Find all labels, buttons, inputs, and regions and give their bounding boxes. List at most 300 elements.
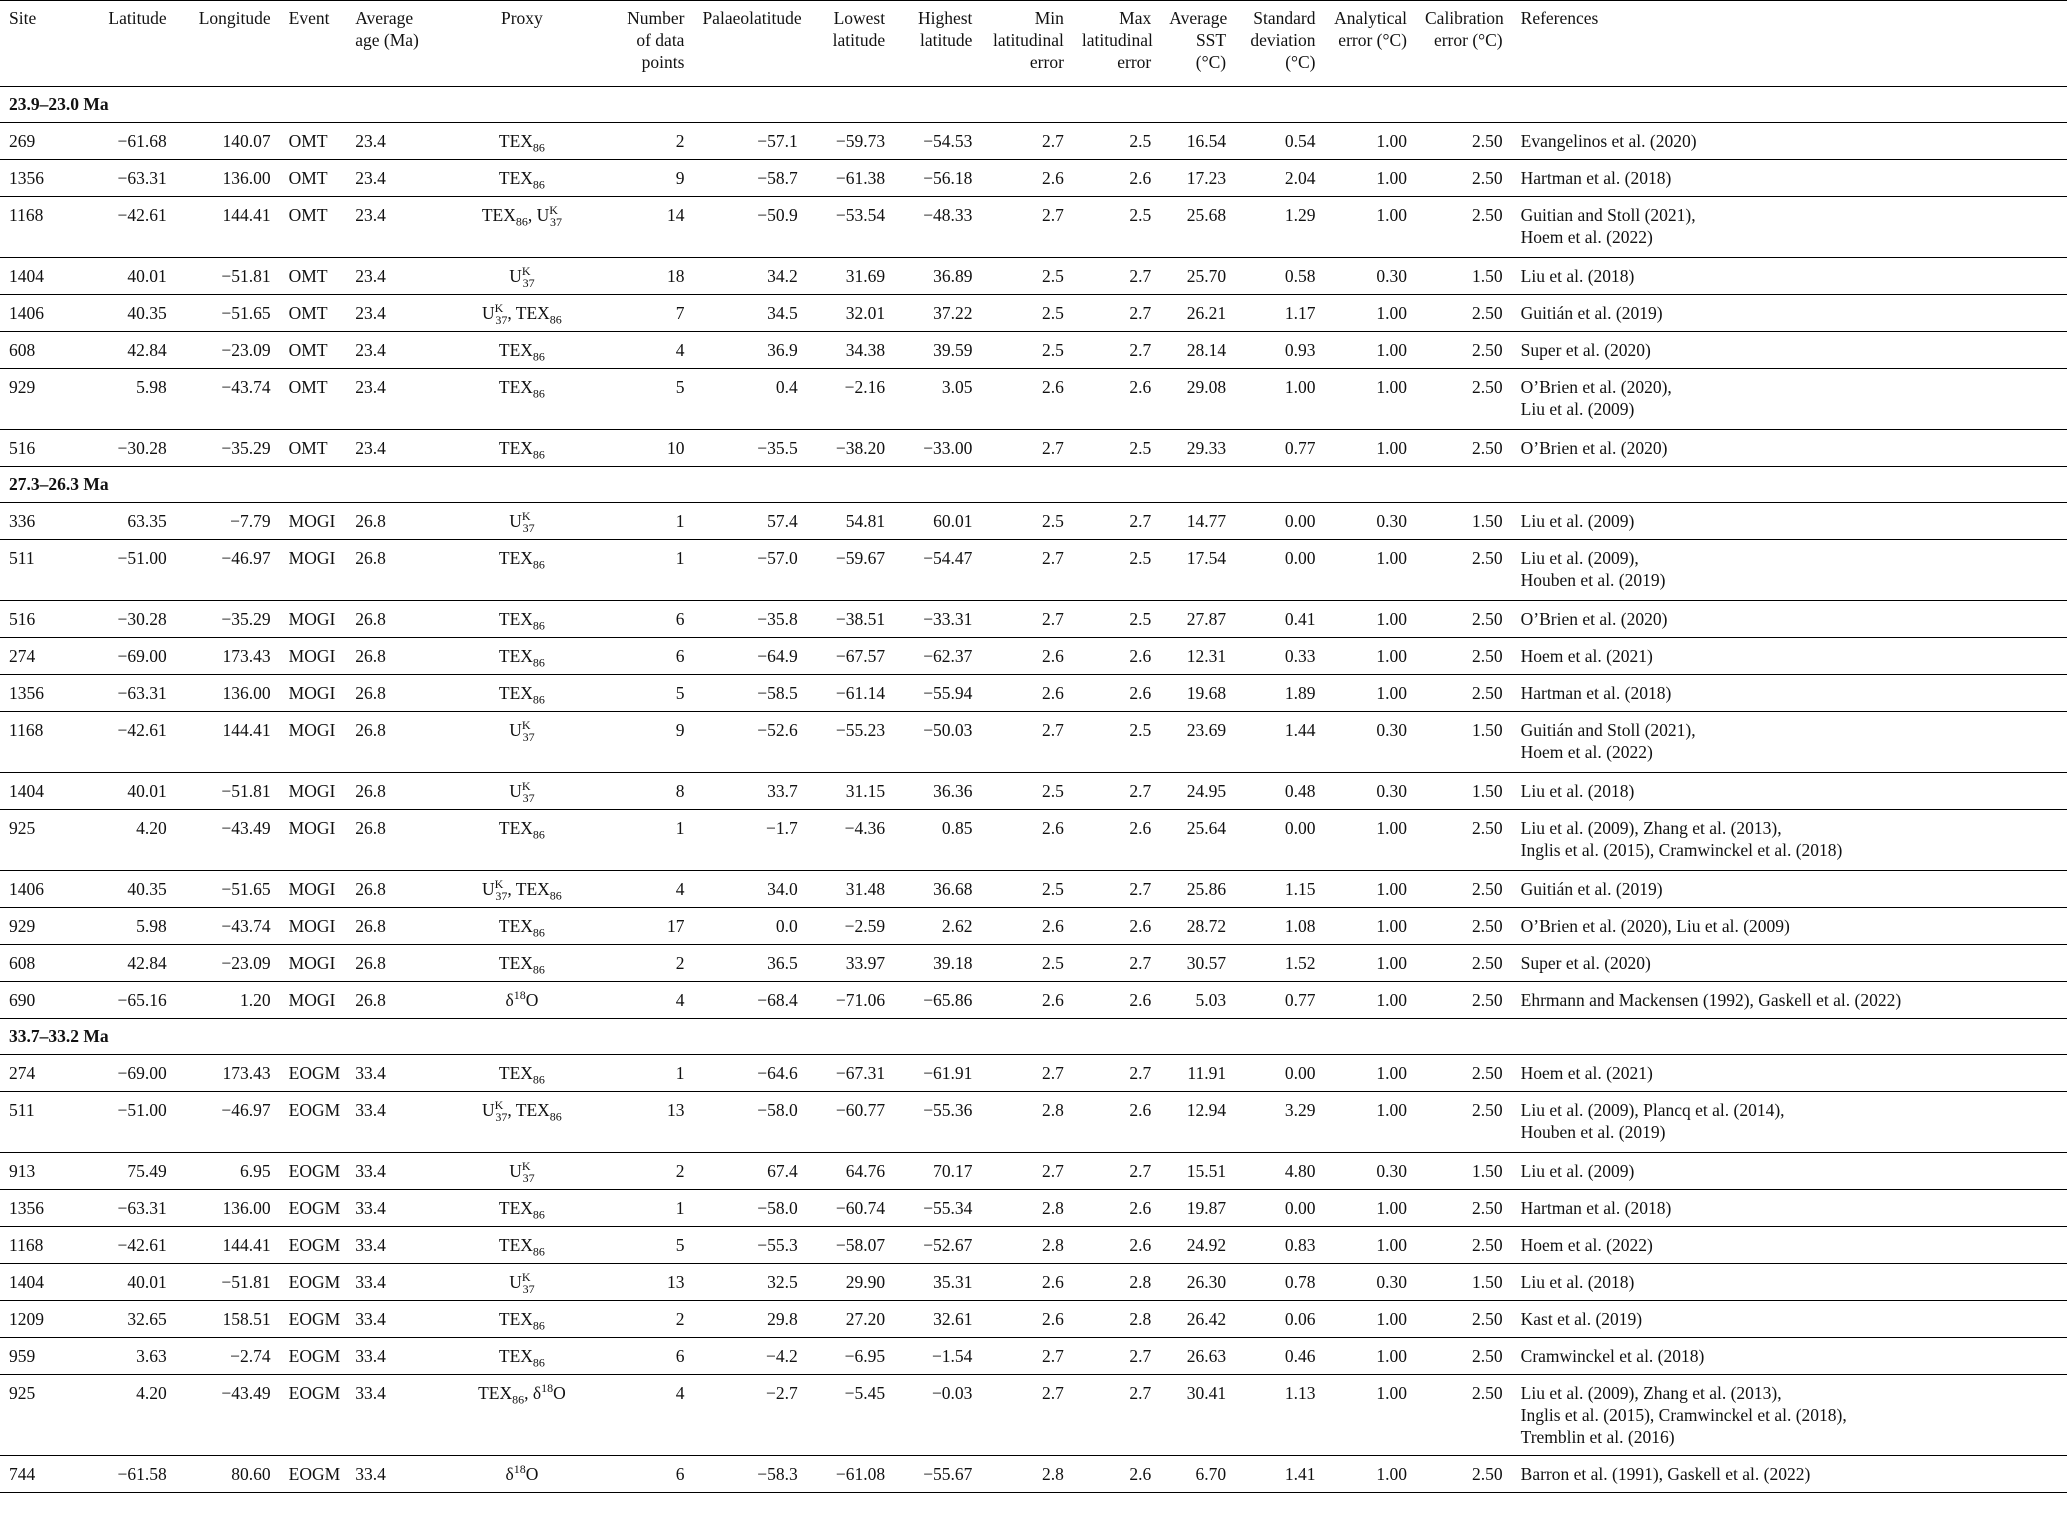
cell-sd: 0.06 <box>1284 1309 1316 1329</box>
cell-cal: 2.50 <box>1472 548 1503 568</box>
cell-sd: 0.41 <box>1284 609 1316 629</box>
cell-age: 33.4 <box>355 1309 386 1329</box>
cell-sd: 1.15 <box>1284 879 1316 899</box>
cell-high: 36.68 <box>933 879 973 899</box>
cell-site: 1168 <box>9 720 44 740</box>
cell-references <box>1512 601 2067 638</box>
cell-sst: 26.42 <box>1186 1309 1227 1329</box>
reference-line: Liu et al. (2009) <box>1520 511 1635 531</box>
cell-cal: 2.50 <box>1472 1309 1503 1329</box>
cell-sd: 1.29 <box>1284 205 1316 225</box>
cell-high: 39.18 <box>933 953 973 973</box>
table-row <box>0 945 2067 982</box>
cell-age: 26.8 <box>355 511 386 531</box>
cell-anal: 1.00 <box>1376 303 1407 323</box>
cell-maxerr: 2.8 <box>1129 1309 1152 1329</box>
cell-proxy: $U^K_{37}$ <box>509 264 535 290</box>
table-row <box>0 1153 2067 1190</box>
cell-high: −55.34 <box>923 1198 973 1218</box>
cell-lat: −42.61 <box>117 720 167 740</box>
cell-site: 511 <box>9 1100 35 1120</box>
cell-palaeolat: −57.0 <box>757 548 798 568</box>
section-header-row <box>0 467 2067 503</box>
cell-maxerr: 2.5 <box>1129 720 1152 740</box>
reference-line: O’Brien et al. (2020) <box>1520 438 1668 458</box>
cell-sd: 0.48 <box>1284 781 1316 801</box>
cell-lon: −23.09 <box>221 953 271 973</box>
cell-lat: −63.31 <box>117 683 167 703</box>
cell-site: 1406 <box>9 879 44 899</box>
cell-lat: 40.01 <box>127 1272 167 1292</box>
cell-n: 13 <box>666 1100 685 1120</box>
cell-event: MOGI <box>288 953 336 973</box>
cell-age: 23.4 <box>355 438 386 458</box>
cell-sd: 0.00 <box>1284 511 1316 531</box>
cell-low: −71.06 <box>835 990 886 1010</box>
cell-cal: 1.50 <box>1472 1161 1503 1181</box>
reference-line: Guitián and Stoll (2021), <box>1520 720 1696 740</box>
cell-sst: 30.57 <box>1186 953 1227 973</box>
cell-site: 1406 <box>9 303 44 323</box>
cell-low: −60.77 <box>835 1100 886 1120</box>
cell-lat: −69.00 <box>117 646 167 666</box>
cell-cal: 1.50 <box>1472 781 1503 801</box>
cell-palaeolat: −58.5 <box>757 683 798 703</box>
cell-low: −5.45 <box>844 1383 886 1403</box>
cell-proxy: $TEX_{86}$ <box>498 953 545 977</box>
cell-event: MOGI <box>288 511 336 531</box>
cell-maxerr: 2.5 <box>1129 438 1152 458</box>
cell-site: 269 <box>9 131 36 151</box>
cell-cal: 1.50 <box>1472 1272 1503 1292</box>
cell-site: 925 <box>9 1383 36 1403</box>
cell-event: EOGM <box>288 1100 341 1120</box>
cell-proxy: $U^K_{37}$ <box>509 718 535 744</box>
cell-site: 1404 <box>9 781 44 801</box>
cell-palaeolat: 34.5 <box>767 303 798 323</box>
cell-sd: 1.44 <box>1284 720 1316 740</box>
cell-anal: 1.00 <box>1376 879 1407 899</box>
cell-lon: 158.51 <box>222 1309 271 1329</box>
cell-lat: −30.28 <box>117 438 167 458</box>
cell-proxy: $U^K_{37}$, $TEX_{86}$ <box>482 1098 562 1124</box>
cell-references <box>1512 1264 2067 1301</box>
cell-age: 26.8 <box>355 720 386 740</box>
cell-site: 744 <box>9 1464 36 1484</box>
cell-lat: −63.31 <box>117 1198 167 1218</box>
cell-event: MOGI <box>288 609 336 629</box>
cell-sd: 0.00 <box>1284 548 1316 568</box>
cell-lon: 140.07 <box>222 131 271 151</box>
cell-minerr: 2.7 <box>1042 1161 1064 1181</box>
cell-age: 33.4 <box>355 1161 386 1181</box>
cell-lat: −63.31 <box>117 168 167 188</box>
cell-lat: 40.01 <box>127 781 167 801</box>
cell-lon: 136.00 <box>222 168 271 188</box>
col-header-event: Event <box>288 8 330 28</box>
cell-proxy: $U^K_{37}$ <box>509 779 535 805</box>
cell-palaeolat: 0.4 <box>775 377 798 397</box>
cell-lon: 144.41 <box>222 720 271 740</box>
reference-line: Houben et al. (2019) <box>1520 570 1666 590</box>
cell-palaeolat: −50.9 <box>757 205 798 225</box>
cell-low: −61.38 <box>835 168 886 188</box>
cell-sd: 1.13 <box>1284 1383 1316 1403</box>
cell-lon: 1.20 <box>240 990 271 1010</box>
cell-age: 33.4 <box>355 1383 386 1403</box>
cell-palaeolat: −2.7 <box>766 1383 798 1403</box>
cell-lat: 40.01 <box>127 266 167 286</box>
cell-maxerr: 2.6 <box>1129 818 1152 838</box>
cell-sst: 24.92 <box>1186 1235 1227 1255</box>
cell-high: −48.33 <box>923 205 973 225</box>
section-header-row <box>0 87 2067 123</box>
cell-event: MOGI <box>288 781 336 801</box>
cell-sst: 26.21 <box>1186 303 1227 323</box>
cell-event: MOGI <box>288 683 336 703</box>
cell-lon: −35.29 <box>221 609 271 629</box>
cell-maxerr: 2.7 <box>1129 340 1152 360</box>
cell-low: −4.36 <box>844 818 886 838</box>
cell-high: −56.18 <box>923 168 973 188</box>
cell-lat: 4.20 <box>136 818 167 838</box>
cell-palaeolat: −64.9 <box>757 646 798 666</box>
cell-age: 23.4 <box>355 168 386 188</box>
cell-references <box>1512 258 2067 295</box>
cell-palaeolat: −35.8 <box>757 609 798 629</box>
cell-sst: 26.30 <box>1186 1272 1227 1292</box>
cell-proxy: $TEX_{86}$ <box>498 548 545 572</box>
reference-line: Tremblin et al. (2016) <box>1520 1427 1675 1447</box>
cell-maxerr: 2.6 <box>1129 377 1152 397</box>
cell-event: MOGI <box>288 720 336 740</box>
table-row <box>0 332 2067 369</box>
cell-minerr: 2.5 <box>1042 879 1064 899</box>
cell-low: 33.97 <box>845 953 886 973</box>
cell-event: OMT <box>288 168 328 188</box>
cell-references <box>1512 1092 2067 1153</box>
table-row <box>0 1375 2067 1456</box>
reference-line: Hoem et al. (2021) <box>1520 646 1653 666</box>
cell-palaeolat: 36.9 <box>767 340 798 360</box>
cell-sst: 17.23 <box>1186 168 1227 188</box>
cell-lon: −43.74 <box>221 916 271 936</box>
cell-palaeolat: −4.2 <box>766 1346 798 1366</box>
cell-minerr: 2.8 <box>1042 1464 1064 1484</box>
reference-line: Liu et al. (2009), Zhang et al. (2013), <box>1520 818 1782 838</box>
cell-references <box>1512 1055 2067 1092</box>
cell-age: 23.4 <box>355 266 386 286</box>
reference-line: Liu et al. (2009), Plancq et al. (2014), <box>1520 1100 1785 1120</box>
col-header-calibration-error: Calibration error (°C) <box>1425 8 1504 50</box>
cell-low: 31.69 <box>845 266 886 286</box>
cell-sst: 23.69 <box>1186 720 1227 740</box>
cell-n: 4 <box>675 340 685 360</box>
cell-sst: 25.68 <box>1186 205 1227 225</box>
cell-site: 608 <box>9 340 36 360</box>
col-header-lowest-latitude: Lowest latitude <box>832 8 886 50</box>
cell-high: 32.61 <box>933 1309 973 1329</box>
cell-site: 274 <box>9 1063 36 1083</box>
cell-lon: −2.74 <box>230 1346 271 1366</box>
cell-high: 39.59 <box>933 340 973 360</box>
cell-minerr: 2.7 <box>1042 548 1064 568</box>
cell-event: EOGM <box>288 1198 341 1218</box>
cell-n: 6 <box>675 1464 685 1484</box>
reference-line: Hoem et al. (2022) <box>1520 227 1653 247</box>
reference-line: Liu et al. (2009) <box>1520 399 1635 419</box>
cell-site: 1404 <box>9 1272 44 1292</box>
cell-anal: 1.00 <box>1376 205 1407 225</box>
cell-n: 9 <box>675 720 685 740</box>
cell-sst: 19.68 <box>1186 683 1227 703</box>
cell-sd: 0.77 <box>1284 990 1316 1010</box>
cell-site: 336 <box>9 511 36 531</box>
cell-age: 33.4 <box>355 1272 386 1292</box>
cell-sst: 19.87 <box>1186 1198 1227 1218</box>
cell-sd: 0.33 <box>1284 646 1316 666</box>
cell-references <box>1512 503 2067 540</box>
cell-lat: 75.49 <box>127 1161 167 1181</box>
cell-palaeolat: −58.0 <box>757 1198 798 1218</box>
cell-references <box>1512 430 2067 467</box>
cell-high: 70.17 <box>933 1161 973 1181</box>
cell-lat: −69.00 <box>117 1063 167 1083</box>
cell-low: 27.20 <box>845 1309 886 1329</box>
cell-anal: 1.00 <box>1376 1309 1407 1329</box>
cell-palaeolat: 57.4 <box>767 511 798 531</box>
cell-proxy: $TEX_{86}$ <box>498 683 545 707</box>
cell-sd: 0.46 <box>1284 1346 1316 1366</box>
cell-anal: 0.30 <box>1376 511 1407 531</box>
cell-age: 23.4 <box>355 340 386 360</box>
reference-line: Liu et al. (2018) <box>1520 1272 1635 1292</box>
col-header-max-lat-error: Max latitudinal error <box>1081 8 1153 72</box>
reference-line: Guitian and Stoll (2021), <box>1520 205 1696 225</box>
cell-sst: 25.64 <box>1186 818 1227 838</box>
cell-minerr: 2.7 <box>1042 609 1064 629</box>
cell-references <box>1512 773 2067 810</box>
cell-low: −60.74 <box>835 1198 886 1218</box>
cell-age: 26.8 <box>355 916 386 936</box>
cell-sst: 12.31 <box>1186 646 1227 666</box>
col-header-number-of-points: Number of data points <box>627 8 685 72</box>
cell-lat: 42.84 <box>127 953 167 973</box>
cell-sst: 11.91 <box>1187 1063 1227 1083</box>
cell-maxerr: 2.7 <box>1129 1161 1152 1181</box>
cell-sd: 1.08 <box>1284 916 1316 936</box>
cell-cal: 2.50 <box>1472 1383 1503 1403</box>
col-header-longitude: Longitude <box>198 8 271 28</box>
cell-lon: −35.29 <box>221 438 271 458</box>
cell-n: 2 <box>675 953 685 973</box>
table-row <box>0 1264 2067 1301</box>
cell-low: −67.57 <box>835 646 886 666</box>
cell-anal: 1.00 <box>1376 1464 1407 1484</box>
reference-line: Inglis et al. (2015), Cramwinckel et al. (2018), <box>1520 1405 1847 1425</box>
cell-maxerr: 2.5 <box>1129 548 1152 568</box>
cell-high: −62.37 <box>923 646 973 666</box>
cell-palaeolat: −58.3 <box>757 1464 798 1484</box>
cell-minerr: 2.7 <box>1042 1063 1064 1083</box>
cell-event: EOGM <box>288 1464 341 1484</box>
cell-maxerr: 2.7 <box>1129 1346 1152 1366</box>
cell-references <box>1512 197 2067 258</box>
table-row <box>0 123 2067 160</box>
table-body <box>0 87 2067 1493</box>
cell-low: −61.14 <box>835 683 886 703</box>
cell-anal: 0.30 <box>1376 266 1407 286</box>
cell-minerr: 2.5 <box>1042 511 1064 531</box>
cell-site: 274 <box>9 646 36 666</box>
table-row <box>0 1456 2067 1493</box>
table-row <box>0 675 2067 712</box>
cell-n: 6 <box>675 646 685 666</box>
cell-event: EOGM <box>288 1235 341 1255</box>
cell-high: −61.91 <box>923 1063 973 1083</box>
cell-age: 26.8 <box>355 683 386 703</box>
cell-proxy: $TEX_{86}$, $\delta^{18}O$ <box>478 1381 566 1407</box>
cell-low: 54.81 <box>845 511 886 531</box>
table-row <box>0 295 2067 332</box>
cell-palaeolat: −57.1 <box>757 131 798 151</box>
cell-sd: 0.83 <box>1284 1235 1316 1255</box>
reference-line: O’Brien et al. (2020) <box>1520 609 1668 629</box>
cell-references <box>1512 982 2067 1019</box>
cell-cal: 2.50 <box>1472 879 1503 899</box>
cell-references <box>1512 332 2067 369</box>
table-row <box>0 540 2067 601</box>
cell-age: 26.8 <box>355 953 386 973</box>
cell-site: 925 <box>9 818 36 838</box>
cell-sd: 1.89 <box>1284 683 1316 703</box>
cell-proxy: $U^K_{37}$, $TEX_{86}$ <box>482 877 562 903</box>
cell-high: −55.94 <box>923 683 973 703</box>
cell-lon: −51.81 <box>221 266 271 286</box>
cell-n: 14 <box>666 205 685 225</box>
cell-n: 4 <box>675 990 685 1010</box>
cell-lat: 63.35 <box>127 511 167 531</box>
cell-lon: −7.79 <box>230 511 271 531</box>
cell-references <box>1512 1456 2067 1493</box>
cell-sst: 27.87 <box>1186 609 1227 629</box>
cell-minerr: 2.5 <box>1042 266 1064 286</box>
cell-maxerr: 2.6 <box>1129 168 1152 188</box>
cell-maxerr: 2.6 <box>1129 646 1152 666</box>
cell-cal: 2.50 <box>1472 683 1503 703</box>
cell-site: 1209 <box>9 1309 44 1329</box>
cell-cal: 1.50 <box>1472 720 1503 740</box>
cell-event: OMT <box>288 340 328 360</box>
cell-anal: 1.00 <box>1376 916 1407 936</box>
cell-minerr: 2.6 <box>1042 646 1064 666</box>
cell-site: 690 <box>9 990 36 1010</box>
cell-event: OMT <box>288 303 328 323</box>
cell-low: −38.51 <box>835 609 886 629</box>
reference-line: Liu et al. (2018) <box>1520 781 1635 801</box>
cell-cal: 2.50 <box>1472 990 1503 1010</box>
cell-low: 34.38 <box>845 340 886 360</box>
cell-cal: 2.50 <box>1472 131 1503 151</box>
cell-minerr: 2.6 <box>1042 168 1064 188</box>
cell-high: −0.03 <box>931 1383 973 1403</box>
cell-site: 1404 <box>9 266 44 286</box>
col-header-analytical-error: Analytical error (°C) <box>1334 8 1407 50</box>
cell-minerr: 2.6 <box>1042 1309 1064 1329</box>
cell-minerr: 2.8 <box>1042 1100 1064 1120</box>
cell-event: MOGI <box>288 818 336 838</box>
cell-high: 60.01 <box>933 511 973 531</box>
cell-site: 1356 <box>9 168 44 188</box>
cell-anal: 1.00 <box>1376 548 1407 568</box>
cell-lon: −43.49 <box>221 818 271 838</box>
cell-lon: −23.09 <box>221 340 271 360</box>
cell-sd: 0.00 <box>1284 1198 1316 1218</box>
cell-maxerr: 2.7 <box>1129 1383 1152 1403</box>
cell-anal: 1.00 <box>1376 168 1407 188</box>
cell-sst: 12.94 <box>1186 1100 1227 1120</box>
cell-n: 9 <box>675 168 685 188</box>
cell-event: EOGM <box>288 1161 341 1181</box>
cell-lat: 40.35 <box>127 303 167 323</box>
cell-anal: 1.00 <box>1376 818 1407 838</box>
cell-age: 33.4 <box>355 1198 386 1218</box>
cell-cal: 2.50 <box>1472 438 1503 458</box>
cell-references <box>1512 810 2067 871</box>
cell-sd: 0.58 <box>1284 266 1316 286</box>
cell-lat: −61.68 <box>117 131 167 151</box>
cell-proxy: $TEX_{86}$ <box>498 1309 545 1333</box>
cell-maxerr: 2.8 <box>1129 1272 1152 1292</box>
cell-event: EOGM <box>288 1383 341 1403</box>
cell-n: 4 <box>675 1383 685 1403</box>
cell-palaeolat: 33.7 <box>767 781 798 801</box>
cell-minerr: 2.6 <box>1042 990 1064 1010</box>
table-row <box>0 871 2067 908</box>
cell-proxy: $U^K_{37}$ <box>509 509 535 535</box>
reference-line: Liu et al. (2018) <box>1520 266 1635 286</box>
cell-minerr: 2.6 <box>1042 916 1064 936</box>
cell-minerr: 2.5 <box>1042 340 1064 360</box>
cell-site: 929 <box>9 916 36 936</box>
cell-site: 1168 <box>9 1235 44 1255</box>
cell-n: 2 <box>675 1161 685 1181</box>
cell-age: 33.4 <box>355 1235 386 1255</box>
cell-age: 23.4 <box>355 377 386 397</box>
cell-palaeolat: 32.5 <box>767 1272 798 1292</box>
cell-anal: 0.30 <box>1376 781 1407 801</box>
cell-age: 26.8 <box>355 548 386 568</box>
reference-line: Kast et al. (2019) <box>1520 1309 1643 1329</box>
cell-cal: 1.50 <box>1472 266 1503 286</box>
cell-age: 26.8 <box>355 879 386 899</box>
cell-minerr: 2.7 <box>1042 1346 1064 1366</box>
cell-sst: 6.70 <box>1195 1464 1227 1484</box>
cell-proxy: $U^K_{37}$ <box>509 1270 535 1296</box>
cell-references <box>1512 871 2067 908</box>
cell-n: 5 <box>675 377 685 397</box>
cell-cal: 2.50 <box>1472 916 1503 936</box>
cell-lon: 80.60 <box>231 1464 271 1484</box>
cell-cal: 2.50 <box>1472 953 1503 973</box>
cell-low: −58.07 <box>835 1235 886 1255</box>
cell-lon: 136.00 <box>222 1198 271 1218</box>
cell-site: 516 <box>9 438 36 458</box>
reference-line: Hartman et al. (2018) <box>1520 1198 1672 1218</box>
cell-low: −2.59 <box>844 916 886 936</box>
cell-high: −33.31 <box>923 609 973 629</box>
cell-maxerr: 2.7 <box>1129 1063 1152 1083</box>
